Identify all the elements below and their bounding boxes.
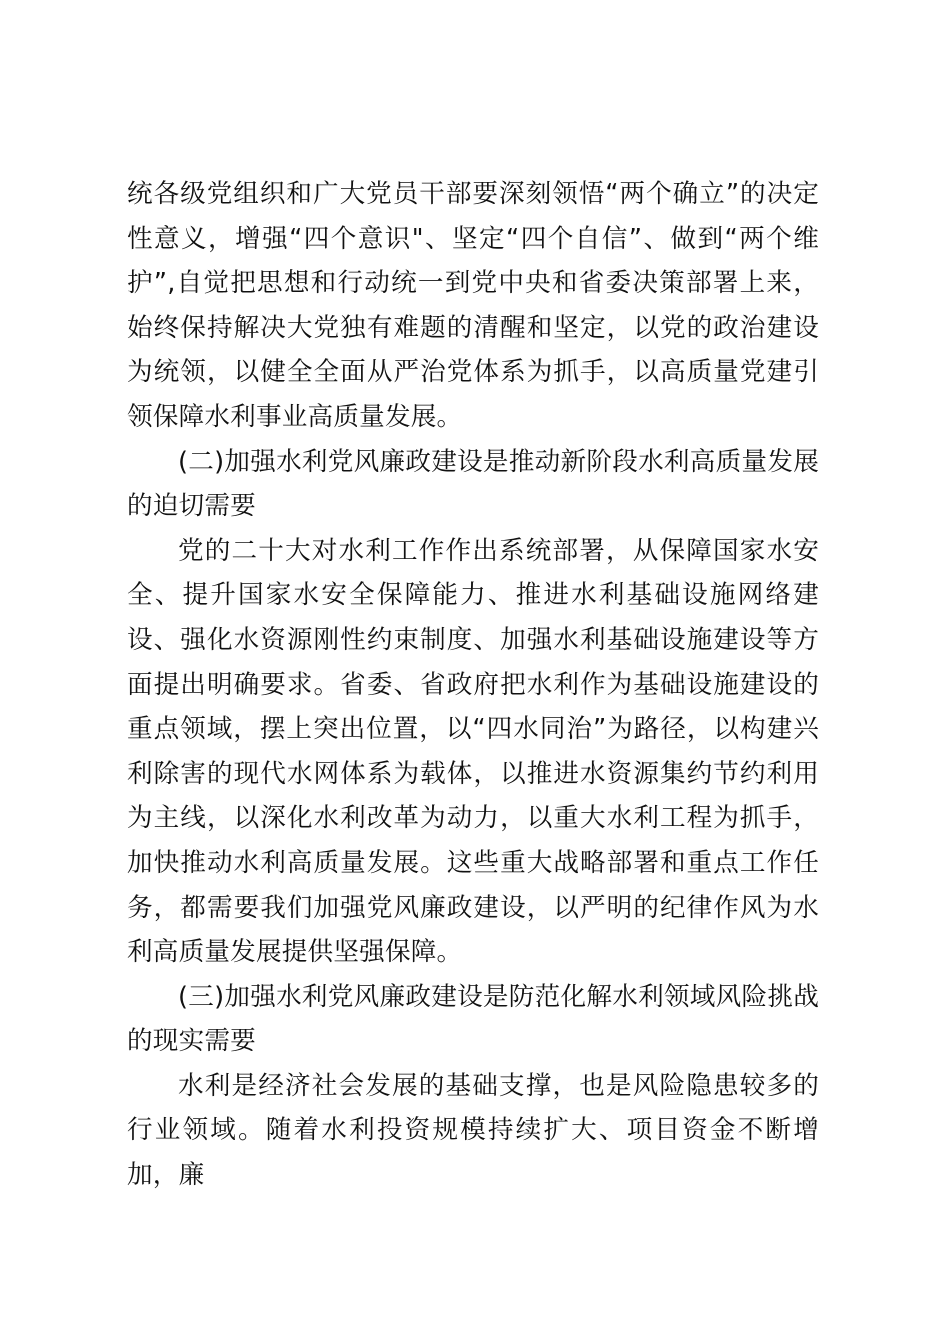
body-paragraph: 党的二十大对水利工作作出系统部署，从保障国家水安全、提升国家水安全保障能力、推进水利基础设施网络建设、强化水资源刚性约束制度、加强水利基础设施建设等方面提出明确要求。省委、省政府把水利作为基础设施建设的重点领域，摆上突出位置，以“四水同治”为路径，以构建兴利除害的现代水网体系为载体，以推进水资源集约节约利用为主线，以深化水利改革为动力，以重大水利工程为抓手，加快推动水利高质量发展。这些重大战略部署和重点工作任务，都需要我们加强党风廉政建设，以严明的纪律作风为水利高质量发展提供坚强保障。 <box>127 535 819 968</box>
document-body <box>127 172 819 1198</box>
body-paragraph-continued: 统各级党组织和广大党员干部要深刻领悟“两个确立”的决定性意义，增强“四个意识"、坚定“四个自信”、做到“两个维护”,自觉把思想和行动统一到党中央和省委决策部署上来，始终保持解决大党独有难题的清醒和坚定，以党的政治建设为统领，以健全全面从严治党体系为抓手，以高质量党建引领保障水利事业高质量发展。 <box>127 179 819 432</box>
section-heading-two: (二)加强水利党风廉政建设是推动新阶段水利高质量发展的迫切需要 <box>127 446 819 522</box>
body-paragraph: 水利是经济社会发展的基础支撑，也是风险隐患较多的行业领域。随着水利投资规模持续扩大、项目资金不断增加，廉 <box>127 1070 819 1191</box>
section-heading-three: (三)加强水利党风廉政建设是防范化解水利领域风险挑战的现实需要 <box>127 981 819 1057</box>
